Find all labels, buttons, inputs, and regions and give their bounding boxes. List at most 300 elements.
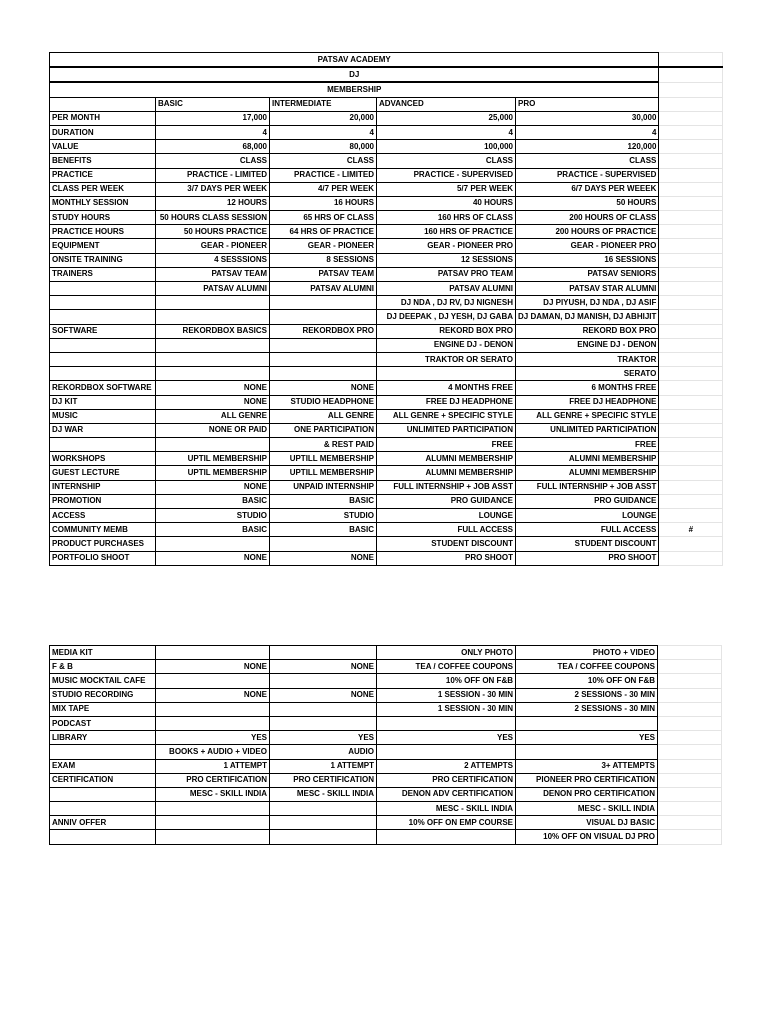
row-value: DJ DAMAN, DJ MANISH, DJ ABHIJIT [516,310,659,324]
row-value: NONE [270,688,377,702]
row-value: PRO GUIDANCE [516,494,659,508]
table-row [50,523,723,537]
row-value [156,338,270,352]
table-row [50,182,723,196]
row-value: 6/7 DAYS PER WEEEK [516,182,659,196]
title-row [50,67,723,82]
table-row [50,551,723,565]
empty-cell [658,816,722,830]
row-label [50,830,156,844]
row-label: PODCAST [50,716,156,730]
table-row [50,745,722,759]
row-value: UNLIMITED PARTICIPATION [516,423,659,437]
row-value: 4 MONTHS FREE [377,381,516,395]
table-row [50,211,723,225]
row-value: STUDIO HEADPHONE [270,395,377,409]
row-value: BASIC [270,523,377,537]
row-label: EQUIPMENT [50,239,156,253]
row-label: ONSITE TRAINING [50,253,156,267]
row-label: PRODUCT PURCHASES [50,537,156,551]
row-value: PATSAV SENIORS [516,267,659,281]
row-label: CERTIFICATION [50,773,156,787]
table-row [50,702,722,716]
row-value: GEAR - PIONEER PRO [516,239,659,253]
row-value: BASIC [156,523,270,537]
table-row [50,759,722,773]
empty-cell [659,225,723,239]
row-value: 4 [377,125,516,139]
row-value: DENON PRO CERTIFICATION [516,787,658,801]
row-value: STUDENT DISCOUNT [516,537,659,551]
row-value: LOUNGE [377,509,516,523]
row-value: ONLY PHOTO [377,646,516,660]
row-value [156,802,270,816]
row-value: DJ NDA , DJ RV, DJ NIGNESH [377,296,516,310]
row-value: TRAKTOR OR SERATO [377,352,516,366]
table-row [50,282,723,296]
row-value: PRO SHOOT [377,551,516,565]
empty-cell [659,480,723,494]
row-label: F & B [50,660,156,674]
row-value [156,310,270,324]
header-row [50,97,723,111]
table-row [50,111,723,125]
row-value [516,745,658,759]
row-value: PATSAV TEAM [270,267,377,281]
row-label: ACCESS [50,509,156,523]
empty-cell [658,830,722,844]
row-value: REKORD BOX PRO [377,324,516,338]
row-value: 120,000 [516,140,659,154]
empty-cell [658,646,722,660]
row-value [156,716,270,730]
empty-cell [659,53,723,68]
row-value: NONE [156,551,270,565]
row-value: LOUNGE [516,509,659,523]
row-value: STUDIO [270,509,377,523]
empty-cell [659,338,723,352]
row-value: 10% OFF ON EMP COURSE [377,816,516,830]
row-label: LIBRARY [50,731,156,745]
row-value: ENGINE DJ - DENON [377,338,516,352]
row-label: DJ KIT [50,395,156,409]
row-value: 4 [516,125,659,139]
row-value: 1 ATTEMPT [156,759,270,773]
row-label: INTERNSHIP [50,480,156,494]
row-value: FREE DJ HEADPHONE [377,395,516,409]
empty-cell [659,239,723,253]
row-value [270,296,377,310]
row-value: UNPAID INTERNSHIP [270,480,377,494]
row-value: ALL GENRE [270,409,377,423]
row-value: UPTILL MEMBERSHIP [270,466,377,480]
row-value: PRO CERTIFICATION [156,773,270,787]
row-label: WORKSHOPS [50,452,156,466]
empty-cell [659,267,723,281]
row-value: DENON ADV CERTIFICATION [377,787,516,801]
row-value: 4 [156,125,270,139]
row-value [270,830,377,844]
row-value: 3+ ATTEMPTS [516,759,658,773]
row-value: BASIC [270,494,377,508]
row-value [156,352,270,366]
table-row [50,509,723,523]
row-value: CLASS [156,154,270,168]
row-value: BASIC [156,494,270,508]
row-label: DJ WAR [50,423,156,437]
row-value: 4/7 PER WEEK [270,182,377,196]
row-value: 5/7 PER WEEK [377,182,516,196]
row-value: NONE [156,395,270,409]
row-value: PRO CERTIFICATION [377,773,516,787]
empty-cell [659,452,723,466]
row-value: FULL INTERNSHIP + JOB ASST [516,480,659,494]
row-label: MEDIA KIT [50,646,156,660]
table-row [50,773,722,787]
row-value: CLASS [377,154,516,168]
row-value [156,830,270,844]
empty-cell [658,759,722,773]
row-value: ALUMNI MEMBERSHIP [377,466,516,480]
row-value: 17,000 [156,111,270,125]
row-value: GEAR - PIONEER [156,239,270,253]
table-row [50,381,723,395]
row-value [270,310,377,324]
column-header: PRO [516,97,659,111]
title-cell: DJ [50,67,659,82]
row-value: REKORDBOX PRO [270,324,377,338]
row-value [270,537,377,551]
row-value: PRO GUIDANCE [377,494,516,508]
row-value: 50 HOURS PRACTICE [156,225,270,239]
row-label: EXAM [50,759,156,773]
table-row [50,324,723,338]
table-row [50,537,723,551]
row-label: SOFTWARE [50,324,156,338]
table-row [50,731,722,745]
table-row [50,787,722,801]
empty-cell [658,802,722,816]
row-value: 10% OFF ON F&B [516,674,658,688]
empty-cell [659,125,723,139]
row-value: AUDIO [270,745,377,759]
row-value: DJ DEEPAK , DJ YESH, DJ GABA [377,310,516,324]
row-value [270,702,377,716]
empty-cell [658,731,722,745]
empty-cell [658,787,722,801]
empty-cell [659,494,723,508]
row-label: MUSIC [50,409,156,423]
row-value: FREE [377,438,516,452]
row-label: PRACTICE [50,168,156,182]
row-value: CLASS [270,154,377,168]
row-value: 1 ATTEMPT [270,759,377,773]
empty-cell [659,466,723,480]
table-row [50,674,722,688]
empty-cell [658,674,722,688]
row-value: FULL ACCESS [516,523,659,537]
title-row [50,53,723,68]
row-label: PROMOTION [50,494,156,508]
empty-cell [658,660,722,674]
row-value: NONE [156,660,270,674]
extras-table [49,645,722,845]
empty-cell [659,82,723,97]
row-value: 50 HOURS [516,196,659,210]
row-value: 4 SESSSIONS [156,253,270,267]
row-label: MUSIC MOCKTAIL CAFE [50,674,156,688]
empty-cell [659,196,723,210]
table-row [50,154,723,168]
row-value: PRO SHOOT [516,551,659,565]
table-row [50,802,722,816]
table-row [50,310,723,324]
row-value: PHOTO + VIDEO [516,646,658,660]
row-value: SERATO [516,367,659,381]
empty-cell [659,509,723,523]
empty-cell [659,367,723,381]
row-value: FULL INTERNSHIP + JOB ASST [377,480,516,494]
empty-cell [659,352,723,366]
table-row [50,352,723,366]
row-label: PER MONTH [50,111,156,125]
table-row [50,409,723,423]
row-value: MESC - SKILL INDIA [270,787,377,801]
table-row [50,168,723,182]
row-value: PRACTICE - LIMITED [156,168,270,182]
table-row [50,338,723,352]
row-value: MESC - SKILL INDIA [156,787,270,801]
empty-cell [659,537,723,551]
empty-cell [658,716,722,730]
row-value: 100,000 [377,140,516,154]
row-value: NONE [156,381,270,395]
row-value: 20,000 [270,111,377,125]
row-label [50,338,156,352]
row-label: PORTFOLIO SHOOT [50,551,156,565]
column-header [50,97,156,111]
table-row [50,395,723,409]
table-row [50,125,723,139]
row-value [156,367,270,381]
row-value [270,352,377,366]
row-label: CLASS PER WEEK [50,182,156,196]
row-value: NONE [156,480,270,494]
row-value: REKORDBOX BASICS [156,324,270,338]
row-value: NONE [270,381,377,395]
overflow-mark: # [659,523,723,537]
table-row [50,816,722,830]
empty-cell [659,551,723,565]
row-value: UPTIL MEMBERSHIP [156,466,270,480]
row-value: STUDENT DISCOUNT [377,537,516,551]
row-label [50,787,156,801]
row-value [156,816,270,830]
row-value [270,646,377,660]
table-row [50,196,723,210]
table-row [50,494,723,508]
empty-cell [659,253,723,267]
table-row [50,480,723,494]
row-value: 65 HRS OF CLASS [270,211,377,225]
row-value: NONE [270,660,377,674]
row-value [516,716,658,730]
row-value: FULL ACCESS [377,523,516,537]
row-value: 200 HOURS OF CLASS [516,211,659,225]
empty-cell [658,702,722,716]
row-value: 1 SESSION - 30 MIN [377,688,516,702]
row-value: 12 SESSIONS [377,253,516,267]
row-value: 1 SESSION - 30 MIN [377,702,516,716]
row-value: 25,000 [377,111,516,125]
row-label [50,802,156,816]
row-label: STUDY HOURS [50,211,156,225]
column-header: ADVANCED [377,97,516,111]
table-row [50,225,723,239]
row-value: 40 HOURS [377,196,516,210]
row-value: UPTIL MEMBERSHIP [156,452,270,466]
row-value: ONE PARTICIPATION [270,423,377,437]
row-value [156,674,270,688]
row-label: COMMUNITY MEMB [50,523,156,537]
empty-cell [659,423,723,437]
empty-cell [659,324,723,338]
row-value: YES [377,731,516,745]
row-value: 80,000 [270,140,377,154]
row-value [377,745,516,759]
row-value: FREE [516,438,659,452]
table-row [50,466,723,480]
table-row [50,660,722,674]
empty-cell [659,182,723,196]
row-value [270,367,377,381]
row-value: GEAR - PIONEER [270,239,377,253]
membership-table [49,52,723,566]
row-value [156,296,270,310]
row-value: TEA / COFFEE COUPONS [377,660,516,674]
empty-cell [658,745,722,759]
row-value [377,830,516,844]
row-label [50,310,156,324]
row-value: 10% OFF ON F&B [377,674,516,688]
row-value: ALUMNI MEMBERSHIP [377,452,516,466]
row-value: TEA / COFFEE COUPONS [516,660,658,674]
row-value: PATSAV ALUMNI [156,282,270,296]
row-value: VISUAL DJ BASIC [516,816,658,830]
table-row [50,452,723,466]
row-value: 64 HRS OF PRACTICE [270,225,377,239]
row-value [270,816,377,830]
row-value: PATSAV PRO TEAM [377,267,516,281]
row-value: 2 SESSIONS - 30 MIN [516,702,658,716]
table-row [50,688,722,702]
row-value [377,367,516,381]
table-row [50,646,722,660]
row-value: 30,000 [516,111,659,125]
empty-cell [659,111,723,125]
row-value: NONE [270,551,377,565]
row-value: NONE [156,688,270,702]
row-value: PATSAV STAR ALUMNI [516,282,659,296]
row-value: PRO CERTIFICATION [270,773,377,787]
row-value: PRACTICE - LIMITED [270,168,377,182]
row-value: MESC - SKILL INDIA [516,802,658,816]
row-value: 16 SESSIONS [516,253,659,267]
row-label: REKORDBOX SOFTWARE [50,381,156,395]
row-value: 6 MONTHS FREE [516,381,659,395]
row-value [270,338,377,352]
table-row [50,239,723,253]
table-row [50,253,723,267]
row-value: GEAR - PIONEER PRO [377,239,516,253]
row-label [50,352,156,366]
empty-cell [659,168,723,182]
table-row [50,830,722,844]
empty-cell [659,409,723,423]
row-value: 160 HRS OF PRACTICE [377,225,516,239]
row-value: YES [270,731,377,745]
row-value: YES [516,731,658,745]
row-value: NONE OR PAID [156,423,270,437]
row-label: DURATION [50,125,156,139]
table-row [50,267,723,281]
row-value: ENGINE DJ - DENON [516,338,659,352]
row-value: PATSAV ALUMNI [270,282,377,296]
row-label [50,282,156,296]
empty-cell [659,211,723,225]
column-header: BASIC [156,97,270,111]
row-value: TRAKTOR [516,352,659,366]
row-value: REKORD BOX PRO [516,324,659,338]
row-label: STUDIO RECORDING [50,688,156,702]
row-value [156,537,270,551]
row-label [50,367,156,381]
empty-cell [659,296,723,310]
table-row [50,367,723,381]
title-cell: PATSAV ACADEMY [50,53,659,68]
table-row [50,296,723,310]
row-value: YES [156,731,270,745]
row-value: ALUMNI MEMBERSHIP [516,466,659,480]
row-value: 10% OFF ON VISUAL DJ PRO [516,830,658,844]
row-value [270,674,377,688]
table-row [50,423,723,437]
empty-cell [658,773,722,787]
row-value: PATSAV ALUMNI [377,282,516,296]
row-value [156,646,270,660]
empty-cell [659,310,723,324]
row-value: 3/7 DAYS PER WEEK [156,182,270,196]
empty-cell [659,154,723,168]
row-value: 50 HOURS CLASS SESSION [156,211,270,225]
row-value: ALL GENRE [156,409,270,423]
row-label: ANNIV OFFER [50,816,156,830]
title-row [50,82,723,97]
row-value [270,802,377,816]
row-value: UPTILL MEMBERSHIP [270,452,377,466]
row-value: DJ PIYUSH, DJ NDA , DJ ASIF [516,296,659,310]
row-value: PATSAV TEAM [156,267,270,281]
empty-cell [659,67,723,82]
row-value: & REST PAID [270,438,377,452]
row-value: 4 [270,125,377,139]
row-value [156,702,270,716]
row-label [50,745,156,759]
row-label: PRACTICE HOURS [50,225,156,239]
row-value [377,716,516,730]
row-value: ALL GENRE + SPECIFIC STYLE [516,409,659,423]
row-label: MONTHLY SESSION [50,196,156,210]
